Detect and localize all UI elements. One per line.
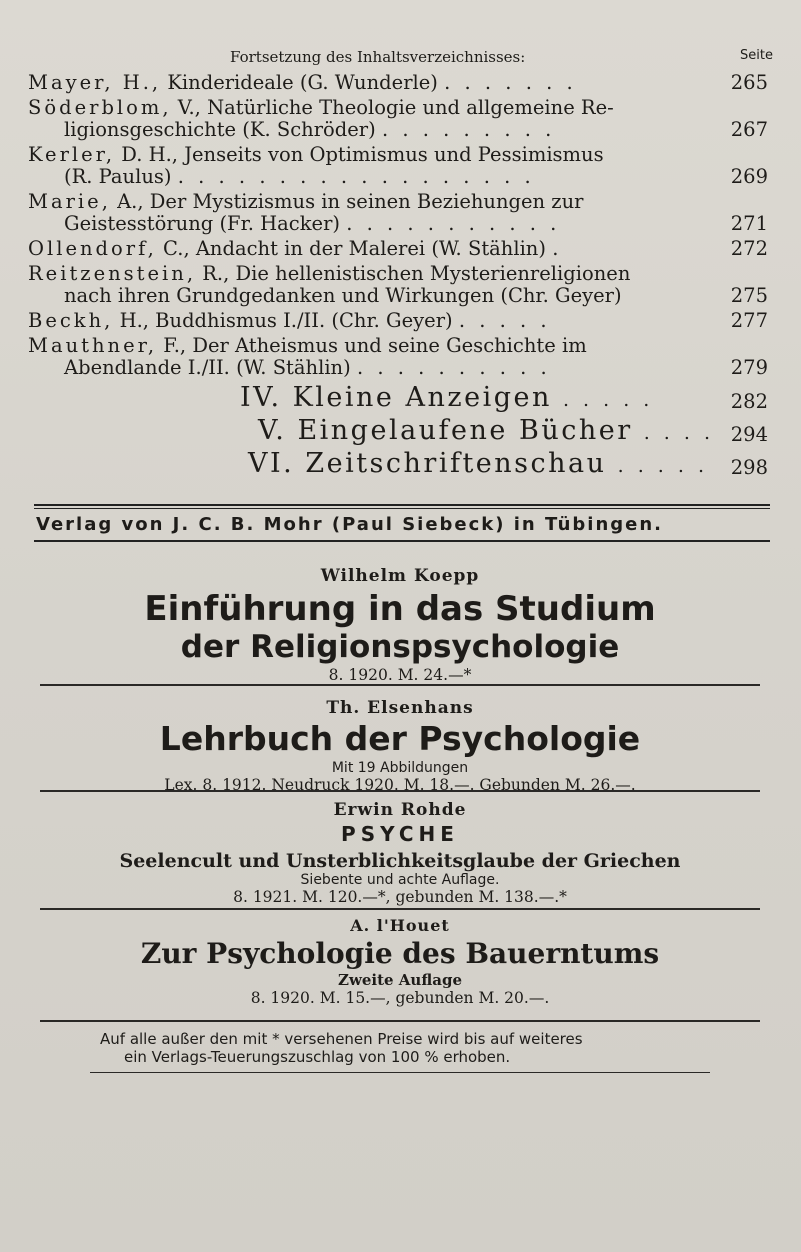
entry-dots: . . . . . . . . . . bbox=[356, 357, 551, 379]
toc-entry bbox=[28, 191, 776, 235]
toc-header bbox=[30, 48, 781, 68]
entry-dots: . . . . . . . . . . . bbox=[346, 213, 561, 235]
rule-top bbox=[34, 504, 770, 506]
entry-author: Mauthner, bbox=[28, 335, 158, 357]
section-dots: . . . . bbox=[643, 422, 714, 444]
toc-section bbox=[28, 382, 776, 415]
toc-entry bbox=[28, 238, 776, 260]
entry-page: 272 bbox=[730, 237, 768, 260]
ad-title: Lehrbuch der Psychologie bbox=[159, 719, 641, 758]
section-label: IV. Kleine Anzeigen bbox=[240, 382, 552, 413]
entry-dots: . . . . . . . . . . . . . . . . . . bbox=[177, 166, 535, 188]
entry-text: R., Die hellenistischen Mysterienreligionen bbox=[202, 263, 631, 285]
entry-continuation: ligionsgeschichte (K. Schröder) bbox=[64, 119, 376, 141]
toc-entry bbox=[28, 335, 776, 379]
ad-price: 8. 1920. M. 15.—, gebunden M. 20.—. bbox=[250, 989, 550, 1007]
toc-entry bbox=[28, 144, 776, 188]
ad-divider bbox=[40, 1020, 760, 1022]
section-label: V. Eingelaufene Bücher bbox=[258, 415, 633, 446]
entry-page: 275 bbox=[730, 284, 768, 307]
section-label: VI. Zeitschriftenschau bbox=[248, 448, 607, 479]
entry-dots: . bbox=[552, 238, 563, 260]
entry-text: H., Buddhismus I./II. (Chr. Geyer) bbox=[119, 310, 453, 332]
entry-text: D. H., Jenseits von Optimismus und Pessimismus bbox=[121, 144, 604, 166]
note-underline bbox=[90, 1072, 710, 1073]
toc-entry bbox=[28, 72, 776, 94]
toc-section bbox=[28, 448, 776, 481]
ad-price: Lex. 8. 1912. Neudruck 1920. M. 18.—. Gebunden M. 26.—. bbox=[164, 776, 636, 794]
entry-author: Marie, bbox=[28, 191, 111, 213]
entry-text: A., Der Mystizismus in seinen Beziehungen zur bbox=[117, 191, 584, 213]
ad-divider bbox=[40, 908, 760, 910]
surcharge-note bbox=[100, 1030, 700, 1066]
entry-author: Ollendorf, bbox=[28, 238, 157, 260]
toc-entry bbox=[28, 97, 776, 141]
section-page: 298 bbox=[730, 456, 768, 479]
ad-koepp bbox=[40, 566, 760, 684]
ad-title: PSYCHE bbox=[341, 822, 459, 846]
entry-dots: . . . . . . . . . bbox=[381, 119, 556, 141]
ad-title: Zur Psychologie des Bauerntums bbox=[140, 937, 660, 970]
entry-page: 265 bbox=[730, 71, 768, 94]
publisher-line: Verlag von J. C. B. Mohr (Paul Siebeck) in Tübingen. bbox=[36, 514, 664, 535]
toc-section bbox=[28, 415, 776, 448]
page-column-label: Seite bbox=[740, 48, 773, 63]
table-of-contents bbox=[28, 72, 776, 481]
ad-author: A. l'Houet bbox=[350, 916, 450, 935]
toc-entry bbox=[28, 263, 776, 307]
note-line-1: Auf alle außer den mit * versehenen Preise wird bis auf weiteres bbox=[100, 1030, 583, 1048]
section-page: 282 bbox=[730, 390, 768, 413]
ad-subtitle: Seelencult und Unsterblichkeitsglaube der Griechen bbox=[119, 850, 681, 872]
ad-edition: Siebente und achte Auflage. bbox=[300, 872, 500, 888]
rule-top-thin bbox=[34, 508, 770, 509]
ad-houet bbox=[40, 916, 760, 1007]
ad-edition: Zweite Auflage bbox=[338, 971, 462, 989]
ad-author: Th. Elsenhans bbox=[326, 698, 474, 718]
ad-title-line1: Einführung in das Studium bbox=[144, 589, 656, 629]
entry-text: F., Der Atheismus und seine Geschichte im bbox=[163, 335, 587, 357]
entry-continuation: Geistesstörung (Fr. Hacker) bbox=[64, 213, 340, 235]
entry-continuation: (R. Paulus) bbox=[64, 166, 172, 188]
entry-text: Kinderideale (G. Wunderle) bbox=[167, 72, 438, 94]
entry-page: 271 bbox=[730, 212, 768, 235]
entry-page: 267 bbox=[730, 118, 768, 141]
entry-author: Kerler, bbox=[28, 144, 116, 166]
toc-entry bbox=[28, 310, 776, 332]
entry-continuation: nach ihren Grundgedanken und Wirkungen (Chr. Geyer) bbox=[64, 285, 622, 307]
ad-rohde bbox=[40, 800, 760, 906]
section-dots: . . . . . bbox=[617, 455, 708, 477]
note-line-2: ein Verlags-Teuerungszuschlag von 100 % erhoben. bbox=[124, 1048, 511, 1066]
section-page: 294 bbox=[730, 423, 768, 446]
entry-dots: . . . . . bbox=[458, 310, 551, 332]
entry-page: 279 bbox=[730, 356, 768, 379]
ad-title-line2: der Religionspsychologie bbox=[180, 629, 620, 665]
entry-page: 277 bbox=[730, 309, 768, 332]
entry-author: Beckh, bbox=[28, 310, 114, 332]
ad-price: 8. 1920. M. 24.—* bbox=[328, 666, 472, 684]
entry-author: Söderblom, bbox=[28, 97, 172, 119]
entry-text: C., Andacht in der Malerei (W. Stählin) bbox=[163, 238, 546, 260]
ad-elsenhans bbox=[40, 698, 760, 794]
ad-divider bbox=[40, 790, 760, 792]
entry-continuation: Abendlande I./II. (W. Stählin) bbox=[64, 357, 351, 379]
ad-subtitle: Mit 19 Abbildungen bbox=[331, 760, 469, 776]
rule-bottom bbox=[34, 540, 770, 542]
ad-price: 8. 1921. M. 120.—*, gebunden M. 138.—.* bbox=[233, 888, 567, 906]
toc-continuation: Fortsetzung des Inhaltsverzeichnisses: bbox=[230, 48, 526, 66]
entry-dots: . . . . . . . bbox=[444, 72, 577, 94]
entry-page: 269 bbox=[730, 165, 768, 188]
entry-author: Mayer, H., bbox=[28, 72, 162, 94]
entry-text: V., Natürliche Theologie und allgemeine Re- bbox=[177, 97, 614, 119]
entry-author: Reitzenstein, bbox=[28, 263, 197, 285]
ad-author: Erwin Rohde bbox=[333, 800, 467, 820]
ad-divider bbox=[40, 684, 760, 686]
section-dots: . . . . . bbox=[562, 389, 654, 411]
ad-author: Wilhelm Koepp bbox=[320, 566, 480, 586]
